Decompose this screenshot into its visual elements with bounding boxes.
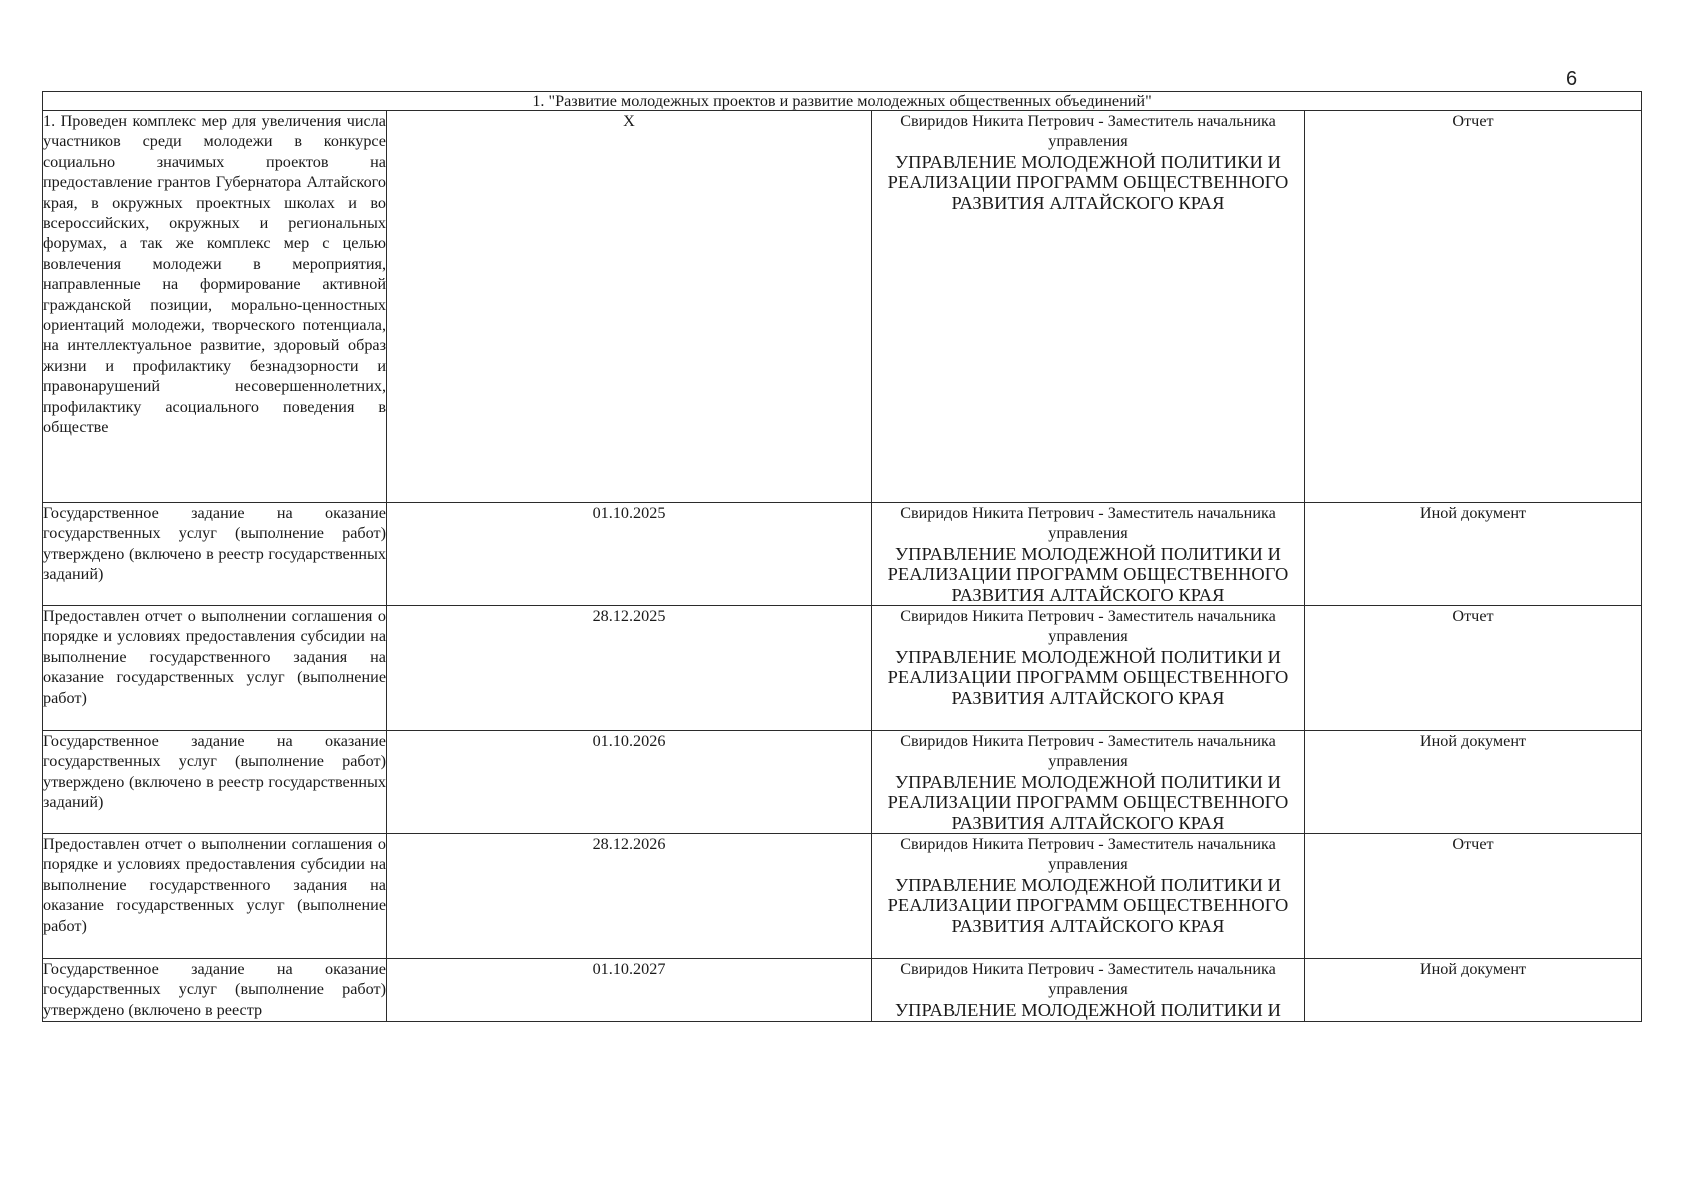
row-description-cell <box>43 959 387 1022</box>
row-document-type: Иной документ <box>1305 503 1642 606</box>
row-date: 01.10.2027 <box>387 959 872 1022</box>
page-number: 6 <box>1566 68 1578 90</box>
row-responsible-cell <box>872 503 1305 606</box>
row-description: 1. Проведен комплекс мер для увеличения числа участников среди молодежи в конкурсе социально значимых проектов на предоставление грантов Губернатора Алтайского края, в окружных проектных школах и во всероссийских, окружных и региональных форумах, а так же комплекс мер с целью вовлечения молодежи в мероприятия, направленные на формирование активной гражданской позиции, морально-ценностных ориентаций молодежи, творческого потенциала, на интеллектуальное развитие, здоровый образ жизни и профилактику безнадзорности и правонарушений несовершеннолетних, профилактику асоциального поведения в обществе <box>43 111 387 503</box>
responsible-person: Свиридов Никита Петрович - Заместитель начальника управления <box>900 607 1276 646</box>
table-row <box>43 731 1642 834</box>
row-date: X <box>387 111 872 503</box>
row-document-type: Отчет <box>1305 111 1642 503</box>
row-responsible-cell <box>872 111 1305 503</box>
row-date: 01.10.2025 <box>387 503 872 606</box>
responsible-organization: УПРАВЛЕНИЕ МОЛОДЕЖНОЙ ПОЛИТИКИ И <box>895 999 1281 1020</box>
section-header-row <box>43 92 1642 111</box>
row-document-type: Отчет <box>1305 606 1642 731</box>
row-date: 01.10.2026 <box>387 731 872 834</box>
responsible-person: Свиридов Никита Петрович - Заместитель начальника управления <box>900 835 1276 874</box>
row-description: Предоставлен отчет о выполнении соглашения о порядке и условиях предоставления субсидии на выполнение государственного задания на оказание государственных услуг (выполнение работ) <box>43 834 387 959</box>
row-responsible-cell <box>872 731 1305 834</box>
responsible-organization: УПРАВЛЕНИЕ МОЛОДЕЖНОЙ ПОЛИТИКИ И РЕАЛИЗАЦИИ ПРОГРАММ ОБЩЕСТВЕННОГО РАЗВИТИЯ АЛТАЙСКОГО КРАЯ <box>887 646 1289 708</box>
row-description: Государственное задание на оказание государственных услуг (выполнение работ) утверждено (включено в реестр государственных заданий) <box>43 731 387 834</box>
responsible-person: Свиридов Никита Петрович - Заместитель начальника управления <box>900 960 1276 999</box>
row-document-type: Иной документ <box>1305 959 1642 1022</box>
responsible-organization: УПРАВЛЕНИЕ МОЛОДЕЖНОЙ ПОЛИТИКИ И РЕАЛИЗАЦИИ ПРОГРАММ ОБЩЕСТВЕННОГО РАЗВИТИЯ АЛТАЙСКОГО КРАЯ <box>887 874 1289 936</box>
row-document-type: Отчет <box>1305 834 1642 959</box>
section-title: 1. "Развитие молодежных проектов и развитие молодежных общественных объединений" <box>43 92 1642 111</box>
table-row <box>43 834 1642 959</box>
row-description: Предоставлен отчет о выполнении соглашения о порядке и условиях предоставления субсидии на выполнение государственного задания на оказание государственных услуг (выполнение работ) <box>43 606 387 731</box>
row-responsible-cell <box>872 834 1305 959</box>
row-description: Государственное задание на оказание государственных услуг (выполнение работ) утверждено (включено в реестр <box>43 960 386 1019</box>
table-row <box>43 111 1642 503</box>
row-responsible-cell <box>872 959 1305 1022</box>
table-row <box>43 606 1642 731</box>
responsible-person: Свиридов Никита Петрович - Заместитель начальника управления <box>900 112 1276 151</box>
responsible-organization: УПРАВЛЕНИЕ МОЛОДЕЖНОЙ ПОЛИТИКИ И РЕАЛИЗАЦИИ ПРОГРАММ ОБЩЕСТВЕННОГО РАЗВИТИЯ АЛТАЙСКОГО КРАЯ <box>887 151 1289 213</box>
row-description: Государственное задание на оказание государственных услуг (выполнение работ) утверждено (включено в реестр государственных заданий) <box>43 503 387 606</box>
responsible-organization: УПРАВЛЕНИЕ МОЛОДЕЖНОЙ ПОЛИТИКИ И РЕАЛИЗАЦИИ ПРОГРАММ ОБЩЕСТВЕННОГО РАЗВИТИЯ АЛТАЙСКОГО КРАЯ <box>887 543 1289 605</box>
table-row <box>43 503 1642 606</box>
responsible-person: Свиридов Никита Петрович - Заместитель начальника управления <box>900 504 1276 543</box>
row-document-type: Иной документ <box>1305 731 1642 834</box>
row-responsible-cell <box>872 606 1305 731</box>
table-row <box>43 959 1642 1022</box>
plan-table <box>42 91 1642 1022</box>
responsible-organization: УПРАВЛЕНИЕ МОЛОДЕЖНОЙ ПОЛИТИКИ И РЕАЛИЗАЦИИ ПРОГРАММ ОБЩЕСТВЕННОГО РАЗВИТИЯ АЛТАЙСКОГО КРАЯ <box>887 771 1289 833</box>
responsible-person: Свиридов Никита Петрович - Заместитель начальника управления <box>900 732 1276 771</box>
row-date: 28.12.2026 <box>387 834 872 959</box>
row-date: 28.12.2025 <box>387 606 872 731</box>
